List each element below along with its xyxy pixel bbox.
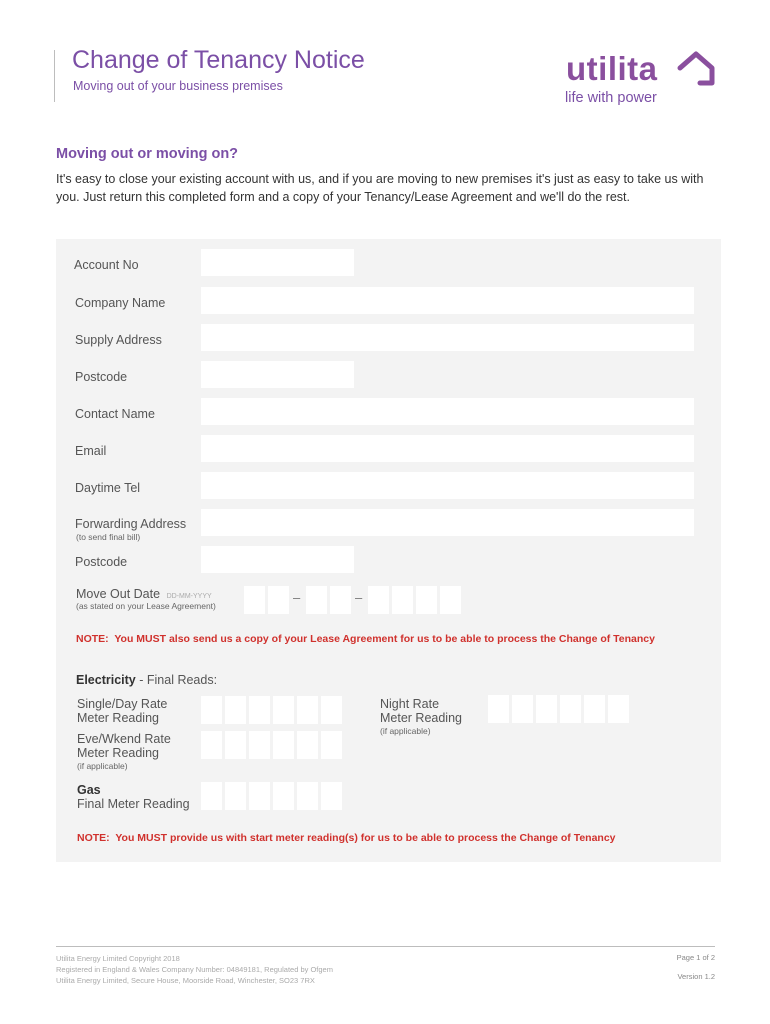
- reading-digit-box[interactable]: [273, 696, 294, 724]
- reading-digit-box[interactable]: [536, 695, 557, 723]
- date-separator: –: [293, 590, 301, 605]
- company-name-label: Company Name: [75, 296, 166, 310]
- contact-name-input[interactable]: [201, 398, 694, 425]
- single-rate-line1: Single/Day Rate: [77, 697, 168, 711]
- reading-digit-box[interactable]: [273, 731, 294, 759]
- intro-heading: Moving out or moving on?: [56, 146, 239, 162]
- date-digit-box[interactable]: [268, 586, 289, 614]
- reading-digit-box[interactable]: [321, 731, 342, 759]
- eve-rate-line2: Meter Reading: [77, 746, 159, 760]
- eve-rate-reading-input[interactable]: [201, 731, 345, 759]
- date-digit-box[interactable]: [330, 586, 351, 614]
- reading-digit-box[interactable]: [249, 696, 270, 724]
- reading-digit-box[interactable]: [201, 731, 222, 759]
- reading-digit-box[interactable]: [225, 696, 246, 724]
- page-title: Change of Tenancy Notice: [72, 46, 365, 74]
- company-name-input[interactable]: [201, 287, 694, 314]
- gas-heading: Gas: [77, 783, 101, 797]
- night-rate-line1: Night Rate: [380, 697, 440, 711]
- reading-digit-box[interactable]: [249, 731, 270, 759]
- version-number: Version 1.2: [677, 972, 715, 981]
- reading-digit-box[interactable]: [273, 782, 294, 810]
- reading-digit-box[interactable]: [512, 695, 533, 723]
- electricity-suffix: - Final Reads:: [135, 673, 218, 687]
- footer-address: Utilita Energy Limited, Secure House, Moorside Road, Winchester, SO23 7RX: [56, 976, 315, 985]
- footer-registration: Registered in England & Wales Company Number: 04849181, Regulated by Ofgem: [56, 965, 333, 974]
- forwarding-postcode-input[interactable]: [201, 546, 354, 573]
- page-subtitle: Moving out of your business premises: [73, 79, 283, 93]
- header-divider: [54, 50, 55, 102]
- gas-line2: Final Meter Reading: [77, 797, 190, 811]
- forwarding-address-input[interactable]: [201, 509, 694, 536]
- reading-digit-box[interactable]: [584, 695, 605, 723]
- date-digit-box[interactable]: [368, 586, 389, 614]
- move-out-date-text: Move Out Date: [76, 587, 161, 601]
- brand-tagline: life with power: [565, 90, 657, 106]
- daytime-tel-label: Daytime Tel: [75, 481, 141, 495]
- electricity-label: Electricity: [76, 673, 136, 687]
- move-out-date-input[interactable]: [244, 586, 464, 614]
- reading-digit-box[interactable]: [297, 731, 318, 759]
- reading-digit-box[interactable]: [201, 696, 222, 724]
- move-out-date-hint: (as stated on your Lease Agreement): [76, 601, 216, 611]
- single-rate-reading-input[interactable]: [201, 696, 345, 724]
- note-text: You MUST provide us with start meter reading(s) for us to be able to process the Change of Tenancy: [115, 832, 616, 844]
- note-meter-readings: [77, 832, 616, 844]
- note-lease-agreement: [76, 633, 655, 645]
- eve-rate-hint: (if applicable): [77, 761, 128, 771]
- reading-digit-box[interactable]: [608, 695, 629, 723]
- date-digit-box[interactable]: [306, 586, 327, 614]
- supply-address-label: Supply Address: [75, 333, 162, 347]
- footer-legal: [56, 953, 333, 986]
- note-prefix: NOTE:: [77, 832, 110, 844]
- note-text: You MUST also send us a copy of your Lease Agreement for us to be able to process the Change of Tenancy: [114, 633, 655, 645]
- reading-digit-box[interactable]: [321, 782, 342, 810]
- date-digit-box[interactable]: [392, 586, 413, 614]
- eve-rate-line1: Eve/Wkend Rate: [77, 732, 171, 746]
- intro-text: It's easy to close your existing account with us, and if you are moving to new premises it's just as easy to take us with you. Just return this completed form and a copy of your Tenancy/Lease Agreement and we'll do the rest.: [56, 172, 704, 204]
- date-digit-box[interactable]: [440, 586, 461, 614]
- daytime-tel-input[interactable]: [201, 472, 694, 499]
- night-rate-hint: (if applicable): [380, 726, 431, 736]
- eve-rate-label: [77, 732, 171, 760]
- reading-digit-box[interactable]: [225, 782, 246, 810]
- date-digit-box[interactable]: [244, 586, 265, 614]
- electricity-heading: [76, 673, 217, 687]
- reading-digit-box[interactable]: [297, 782, 318, 810]
- footer-copyright: Utilita Energy Limited Copyright 2018: [56, 954, 180, 963]
- reading-digit-box[interactable]: [225, 731, 246, 759]
- contact-name-label: Contact Name: [75, 407, 155, 421]
- gas-reading-input[interactable]: [201, 782, 345, 810]
- reading-digit-box[interactable]: [488, 695, 509, 723]
- account-no-label: Account No: [74, 258, 139, 272]
- move-out-date-label: [76, 587, 212, 601]
- night-rate-reading-input[interactable]: [488, 695, 632, 723]
- page-number: Page 1 of 2: [676, 953, 715, 962]
- supply-address-input[interactable]: [201, 324, 694, 351]
- reading-digit-box[interactable]: [321, 696, 342, 724]
- single-rate-label: [77, 697, 167, 725]
- brand-logo-wordmark: utilita: [566, 50, 658, 87]
- night-rate-line2: Meter Reading: [380, 711, 462, 725]
- night-rate-label: [380, 697, 462, 725]
- gas-label: [77, 783, 190, 811]
- reading-digit-box[interactable]: [201, 782, 222, 810]
- email-input[interactable]: [201, 435, 694, 462]
- reading-digit-box[interactable]: [297, 696, 318, 724]
- single-rate-line2: Meter Reading: [77, 711, 159, 725]
- date-format-hint: DD-MM-YYYY: [166, 593, 212, 600]
- email-label: Email: [75, 444, 107, 458]
- postcode-label: Postcode: [75, 370, 128, 384]
- date-separator: –: [355, 590, 363, 605]
- forwarding-address-hint: (to send final bill): [76, 532, 141, 542]
- house-icon: [676, 50, 716, 86]
- account-no-input[interactable]: [201, 249, 354, 276]
- forwarding-address-label: Forwarding Address: [75, 517, 187, 531]
- reading-digit-box[interactable]: [560, 695, 581, 723]
- forwarding-postcode-label: Postcode: [75, 555, 128, 569]
- footer-divider: [56, 946, 715, 947]
- reading-digit-box[interactable]: [249, 782, 270, 810]
- postcode-input[interactable]: [201, 361, 354, 388]
- note-prefix: NOTE:: [76, 633, 109, 645]
- date-digit-box[interactable]: [416, 586, 437, 614]
